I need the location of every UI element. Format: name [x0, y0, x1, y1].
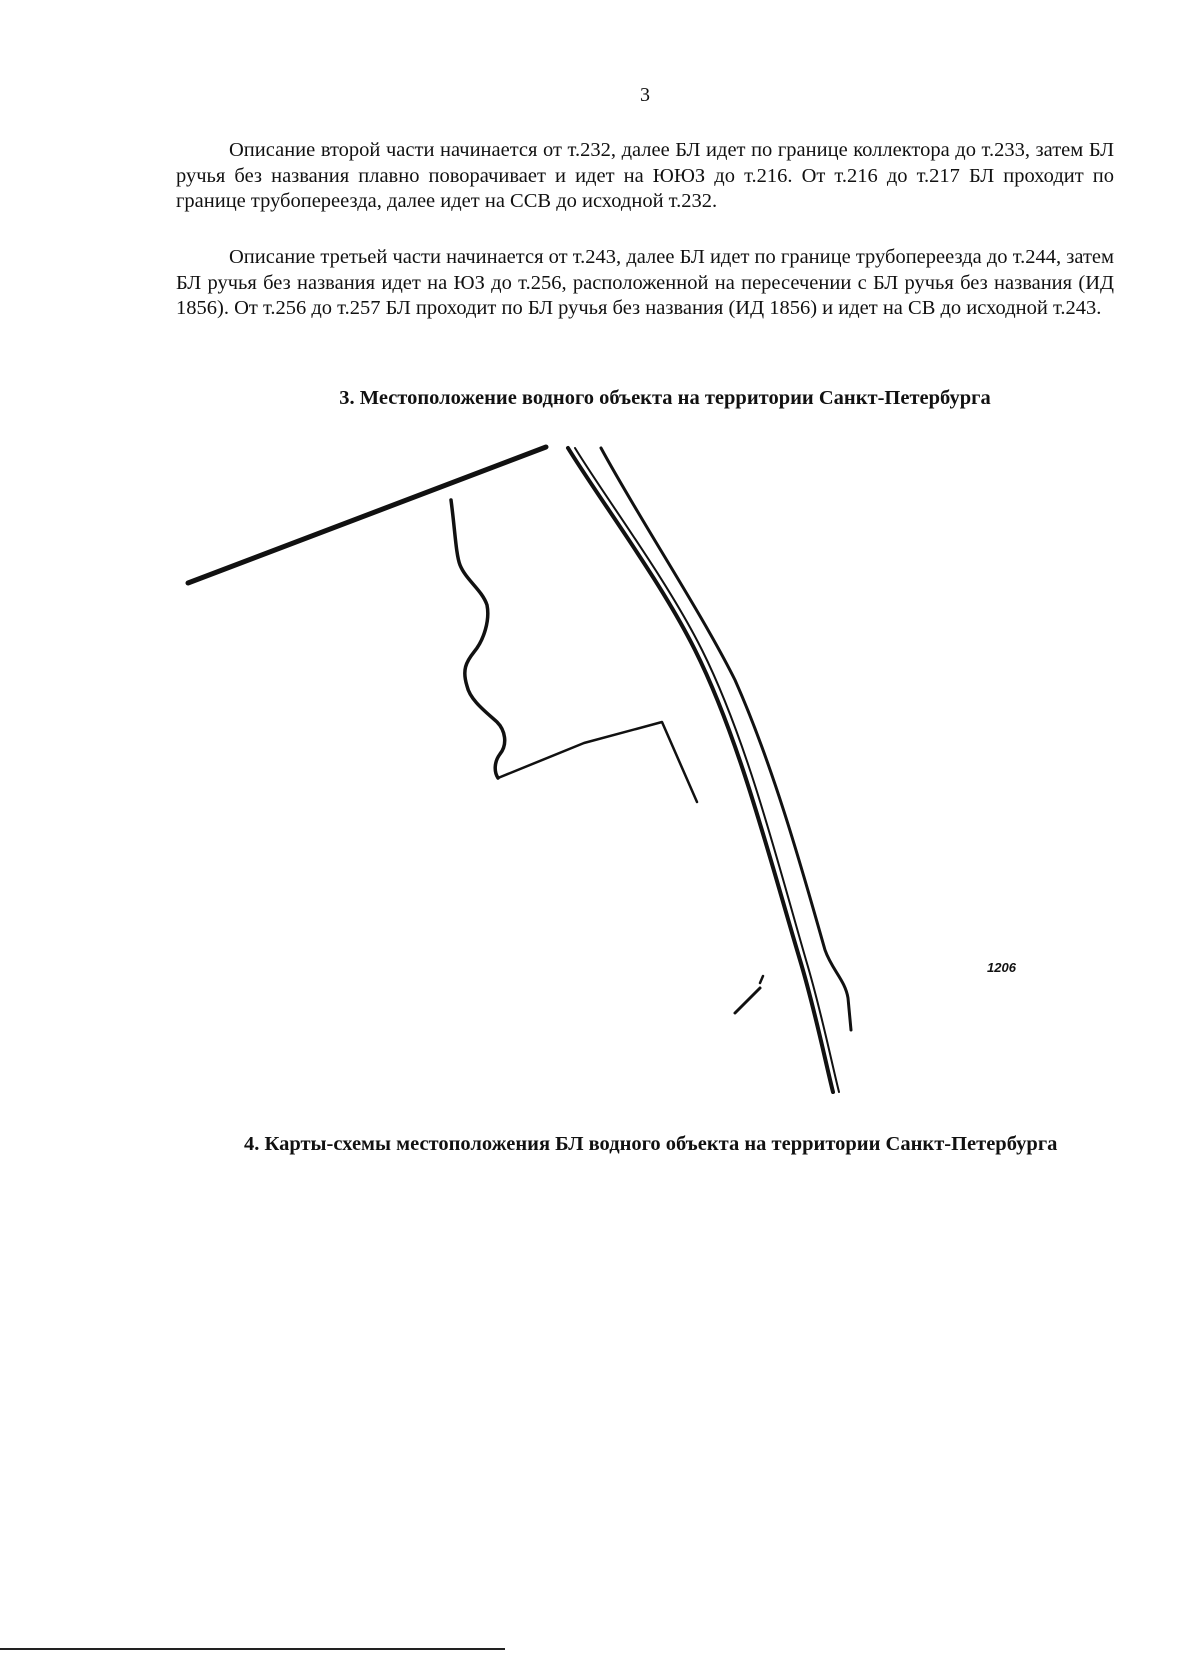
- map-short-mark-1: [735, 988, 760, 1013]
- map-boundary-diagonal: [188, 447, 546, 583]
- paragraph-second-part: Описание второй части начинается от т.232, далее БЛ идет по границе коллектора до т.233, затем БЛ ручья без названия плавно поворачивает и идет на ЮЮЗ до т.216. От т.216 до т.217 БЛ проходит по границе трубопереезда, далее идет на ССВ до исходной т.232.: [176, 139, 1114, 212]
- map-label: 1206: [987, 960, 1016, 975]
- map-line-right: [601, 448, 851, 1030]
- page-number: 3: [640, 84, 650, 106]
- section-heading-location: 3. Местоположение водного объекта на территории Санкт-Петербурга: [339, 387, 991, 409]
- map-short-mark-2: [760, 976, 763, 983]
- map-pipe-crossing: [498, 722, 697, 802]
- map-line-b: [575, 448, 839, 1092]
- map-line-a: [568, 448, 833, 1092]
- paragraph-third-part: Описание третьей части начинается от т.243, далее БЛ идет по границе трубопереезда до т.244, затем БЛ ручья без названия идет на ЮЗ до т.256, расположенной на пересечении с БЛ ручья без названия (ИД 1856). От т.256 до т.257 БЛ проходит по БЛ ручья без названия (ИД 1856) и идет на СВ до исходной т.243.: [176, 246, 1114, 319]
- bottom-rule: [0, 1648, 505, 1650]
- section-heading-maps: 4. Карты-схемы местоположения БЛ водного объекта на территории Санкт-Петербурга: [244, 1133, 1058, 1155]
- map-stream-line: [451, 500, 505, 778]
